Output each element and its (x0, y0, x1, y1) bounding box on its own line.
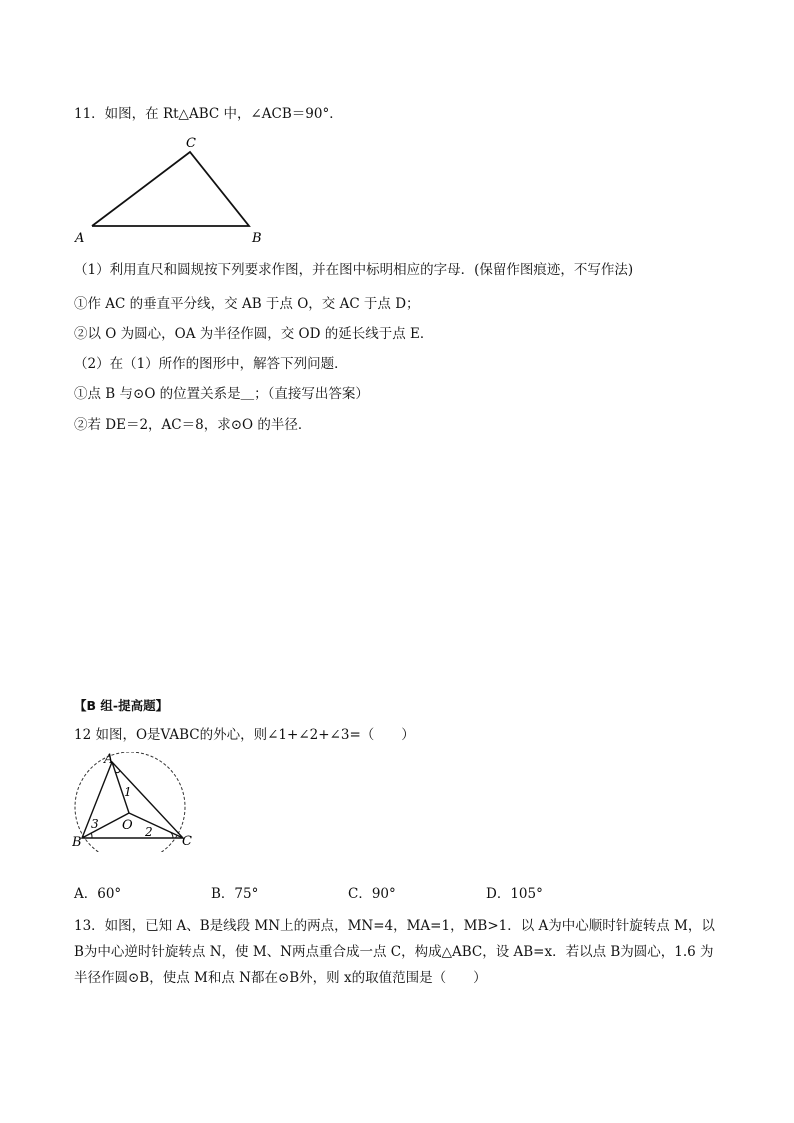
q12-circumcircle-figure (72, 752, 202, 852)
q11-label-a: A (75, 231, 85, 246)
q11-label-c: C (186, 136, 196, 151)
q12-label-o: O (122, 818, 133, 833)
section-b-heading: 【B 组-提高题】 (74, 698, 169, 713)
q11-part2: （2）在（1）所作的图形中，解答下列问题． (74, 356, 348, 372)
q11-sub2: ②若 DE＝2，AC＝8，求⊙O 的半径． (74, 417, 312, 433)
segment-oc (129, 813, 183, 838)
q12-option-c: C．90° (348, 886, 396, 902)
q13-text: 13．如图，已知 A、B是线段 MN上的两点，MN=4，MA=1，MB>1．以 A为中心顺时针旋转点 M，以 B为中心逆时针旋转点 N，使 M、N两点重合成一点 C，构成△ABC，设 AB=x．若以点 B为圆心，1.6 为半径作圆⊙B，使点 M和点 N都在⊙B外，则 x的取值范围是（ ） (74, 918, 715, 986)
q11-step2: ②以 O 为圆心，OA 为半径作圆，交 OD 的延长线于点 E． (74, 326, 434, 342)
q12-label-c: C (182, 834, 192, 849)
q12-option-b: B．75° (211, 886, 259, 902)
q12-angle-1: 1 (124, 785, 132, 799)
q12-label-b: B (72, 835, 82, 850)
q12-option-d: D．105° (486, 886, 543, 902)
q11-triangle-figure (72, 134, 272, 246)
q11-part1: （1）利用直尺和圆规按下列要求作图，并在图中标明相应的字母．(保留作图痕迹，不写作法) (74, 262, 634, 278)
q12-label-a: A (104, 752, 114, 767)
q11-label-b: B (252, 231, 262, 246)
q11-step1: ①作 AC 的垂直平分线，交 AB 于点 O，交 AC 于点 D； (74, 296, 420, 312)
q12-angle-2: 2 (145, 825, 153, 839)
q11-stem: 11．如图，在 Rt△ABC 中，∠ACB＝90°． (74, 106, 343, 122)
q11-sub1: ①点 B 与⊙O 的位置关系是＿；（直接写出答案） (74, 386, 369, 402)
q12-angle-3: 3 (91, 817, 99, 831)
q12-stem: 12 如图，O是VABC的外心，则∠1+∠2+∠3=（ ） (74, 727, 415, 743)
q12-option-a: A．60° (74, 886, 122, 902)
